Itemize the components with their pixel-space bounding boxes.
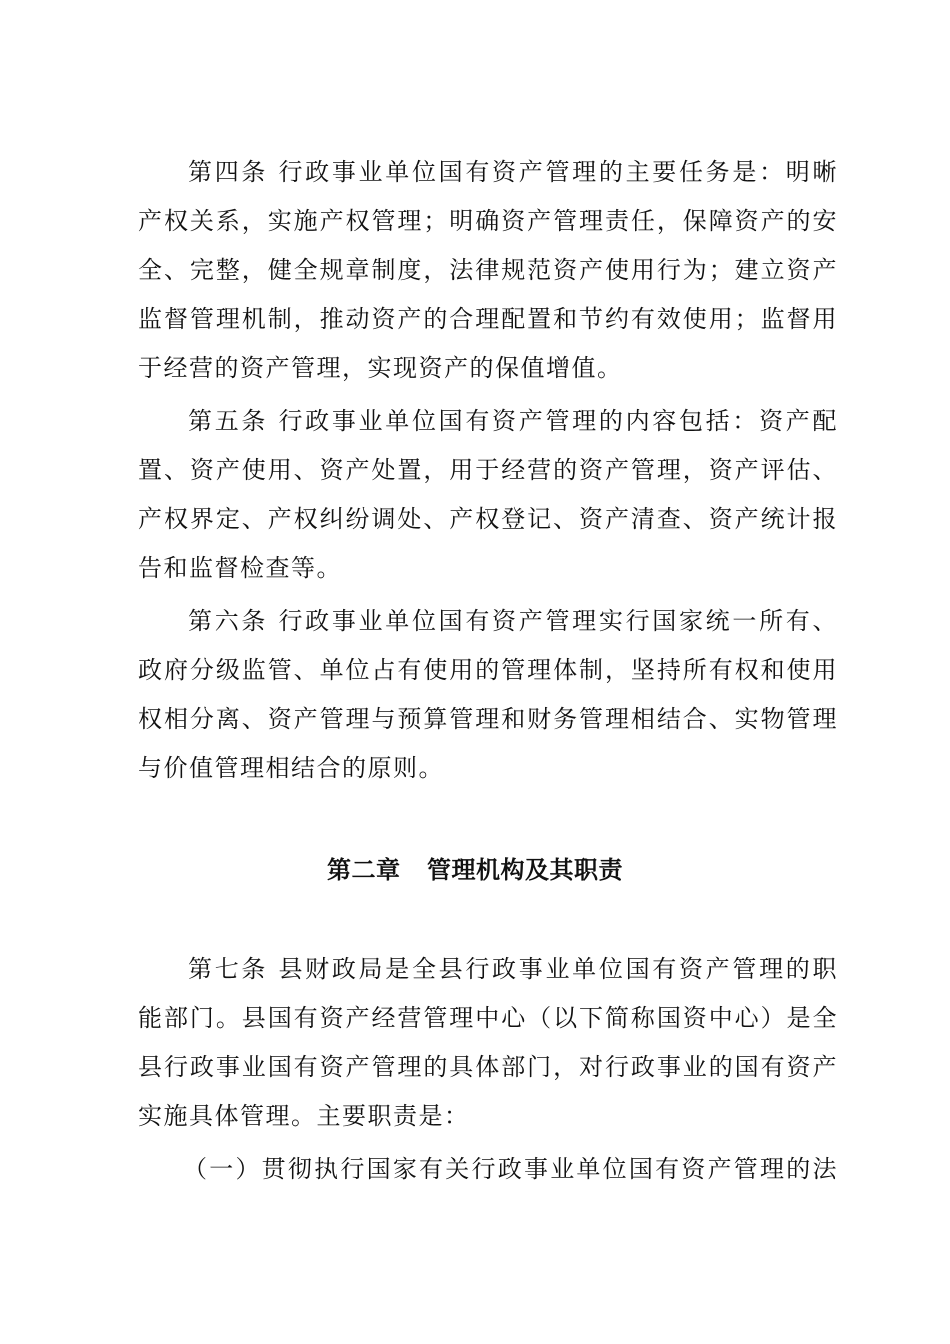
text-line: 监督管理机制，推动资产的合理配置和节约有效使用；监督用 [138,305,838,333]
text-line: 于经营的资产管理，实现资产的保值增值。 [138,354,623,382]
text-line: 第四条 行政事业单位国有资产管理的主要任务是：明晰 [188,158,838,186]
text-line: 与价值管理相结合的原则。 [138,754,444,782]
text-line: 能部门。县国有资产经营管理中心（以下简称国资中心）是全 [138,1004,838,1032]
text-line: 全、完整，健全规章制度，法律规范资产使用行为；建立资产 [138,256,838,284]
text-line: 县行政事业国有资产管理的具体部门，对行政事业的国有资产 [138,1053,838,1081]
article-6-paragraph [138,597,838,793]
item-1-paragraph [138,1145,838,1194]
article-7-paragraph [138,945,838,1141]
text-line: 产权界定、产权纠纷调处、产权登记、资产清查、资产统计报 [138,505,838,533]
article-4-paragraph [138,148,838,393]
text-line: 实施具体管理。主要职责是： [138,1102,470,1130]
text-line: 产权关系，实施产权管理；明确资产管理责任，保障资产的安 [138,207,838,235]
text-line: 第五条 行政事业单位国有资产管理的内容包括：资产配 [188,407,838,435]
text-line: 权相分离、资产管理与预算管理和财务管理相结合、实物管理 [138,705,838,733]
text-line: 置、资产使用、资产处置，用于经营的资产管理，资产评估、 [138,456,838,484]
text-line: 第七条 县财政局是全县行政事业单位国有资产管理的职 [188,955,838,983]
chapter-heading: 第二章 管理机构及其职责 [326,856,624,884]
text-line: （一）贯彻执行国家有关行政事业单位国有资产管理的法 [183,1155,838,1183]
text-line: 告和监督检查等。 [138,554,342,582]
text-line: 第六条 行政事业单位国有资产管理实行国家统一所有、 [188,607,838,635]
text-line: 政府分级监管、单位占有使用的管理体制，坚持所有权和使用 [138,656,838,684]
article-5-paragraph [138,397,838,593]
